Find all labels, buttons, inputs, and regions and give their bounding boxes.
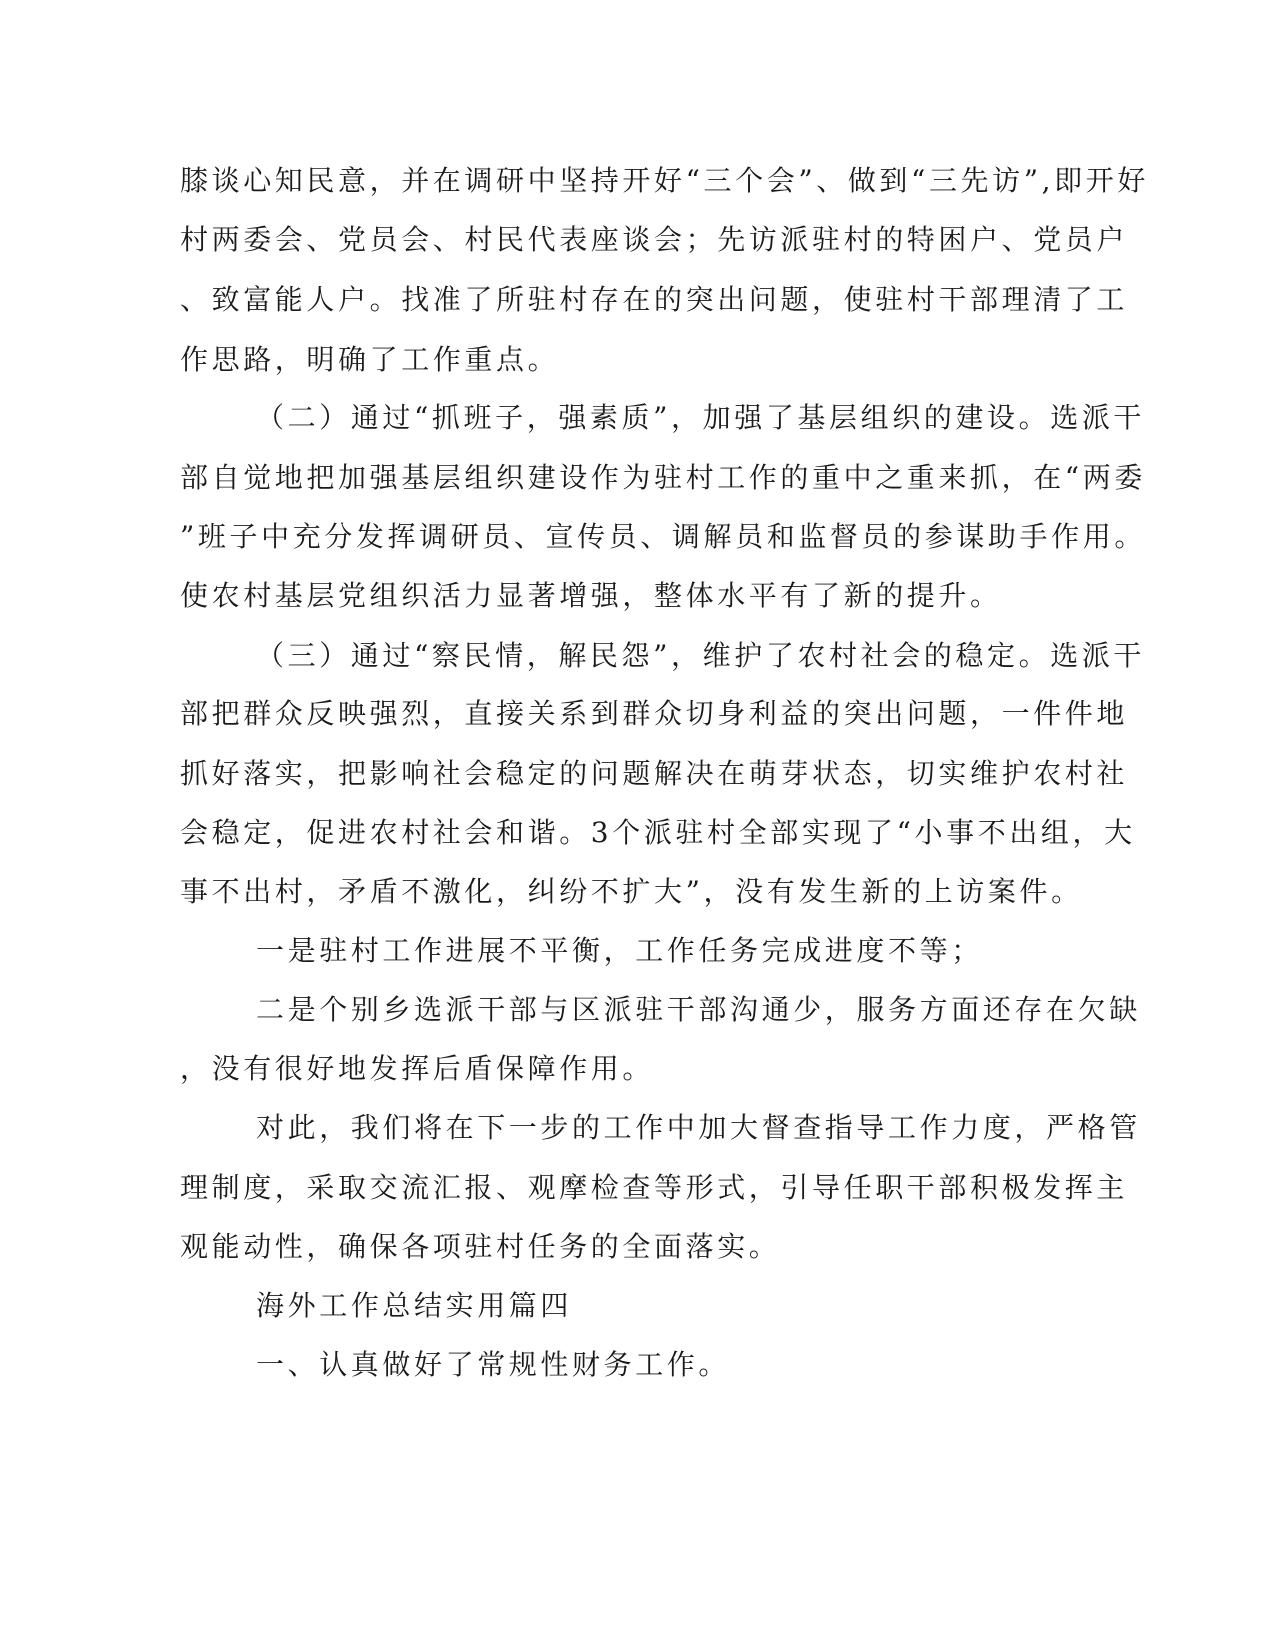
text-line-10: 部把群众反映强烈，直接关系到群众切身利益的突出问题，一件件地 <box>180 697 1129 730</box>
text-line-18: 理制度，采取交流汇报、观摩检查等形式，引导任职干部积极发挥主 <box>180 1171 1129 1204</box>
paragraph-start-3: （三）通过“察民情，解民怨”，维护了农村社会的稳定。选派干 <box>256 639 1146 672</box>
text-line-11: 抓好落实，把影响社会稳定的问题解决在萌芽状态，切实维护农村社 <box>180 757 1129 790</box>
text-line-2: 村两委会、党员会、村民代表座谈会；先访派驻村的特困户、党员户 <box>180 223 1129 256</box>
text-line-6: 部自觉地把加强基层组织建设作为驻村工作的重中之重来抓，在“两委 <box>180 461 1146 494</box>
paragraph-start-2: （二）通过“抓班子，强素质”，加强了基层组织的建设。选派干 <box>256 401 1146 434</box>
text-line-13: 事不出村，矛盾不激化，纠纷不扩大”，没有发生新的上访案件。 <box>180 875 1083 908</box>
text-line-17: 对此，我们将在下一步的工作中加大督查指导工作力度，严格管 <box>256 1111 1141 1144</box>
text-line-21: 一、认真做好了常规性财务工作。 <box>256 1348 731 1381</box>
text-line-14: 一是驻村工作进展不平衡，工作任务完成进度不等； <box>256 934 983 967</box>
text-line-19: 观能动性，确保各项驻村任务的全面落实。 <box>180 1230 781 1263</box>
text-line-7: ”班子中充分发挥调研员、宣传员、调解员和监督员的参谋助手作用。 <box>180 520 1146 553</box>
text-line-12: 会稳定，促进农村社会和谐。3个派驻村全部实现了“小事不出组，大 <box>180 816 1136 849</box>
section-heading: 海外工作总结实用篇四 <box>256 1289 573 1322</box>
text-line-4: 作思路，明确了工作重点。 <box>180 343 560 376</box>
text-line-1: 膝谈心知民意，并在调研中坚持开好“三个会”、做到“三先访”,即开好 <box>180 164 1149 197</box>
text-line-15: 二是个别乡选派干部与区派驻干部沟通少，服务方面还存在欠缺 <box>256 993 1141 1026</box>
text-line-8: 使农村基层党组织活力显著增强，整体水平有了新的提升。 <box>180 579 1002 612</box>
text-line-16: ，没有很好地发挥后盾保障作用。 <box>180 1052 655 1085</box>
text-line-3: 、致富能人户。找准了所驻村存在的突出问题，使驻村干部理清了工 <box>180 283 1129 316</box>
